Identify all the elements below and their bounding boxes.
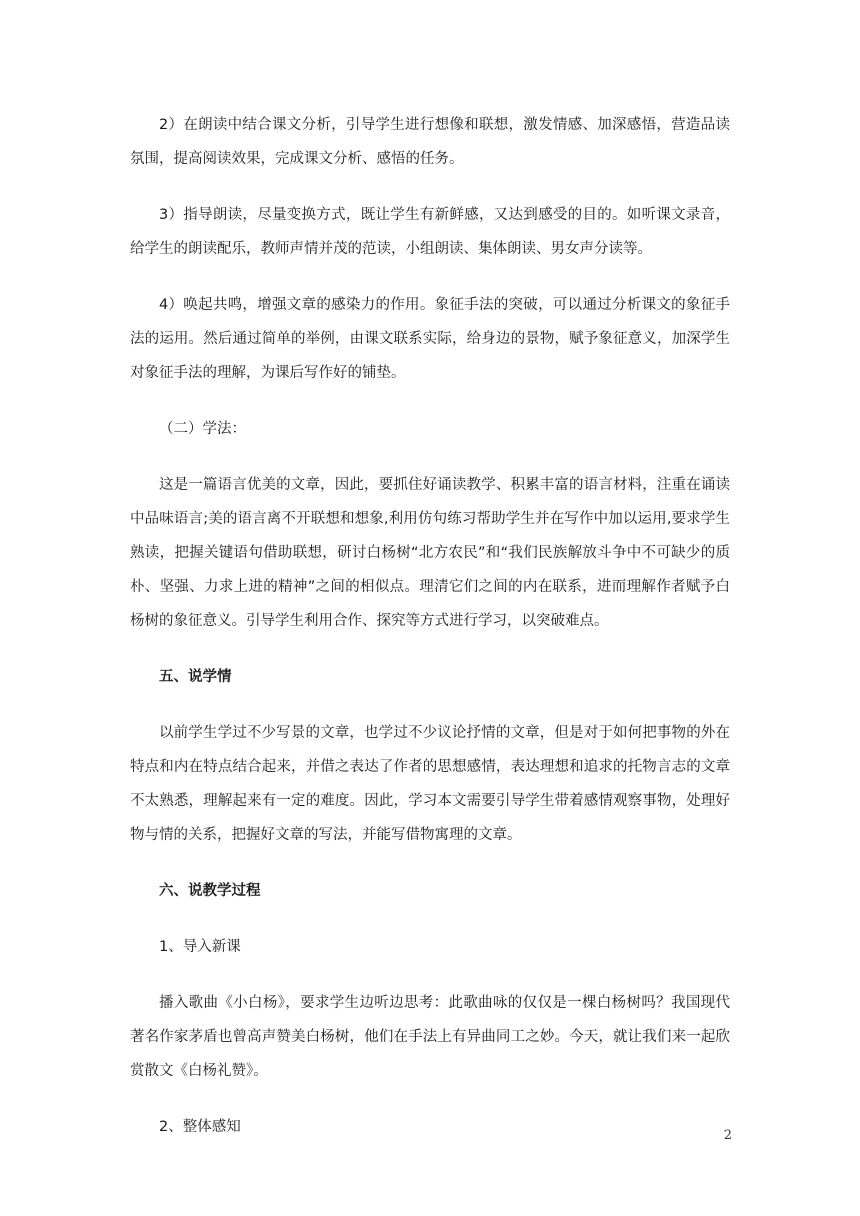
subheading-introduction: 1、导入新课 <box>159 939 241 955</box>
heading-learning-method: （二）学法： <box>159 421 246 437</box>
page-number: 2 <box>723 1128 732 1143</box>
page-content <box>130 108 730 1166</box>
paragraph-resonance: 4）唤起共鸣，增强文章的感染力的作用。象征手法的突破，可以通过分析课文的象征手法的运用。然后通过简单的举例，由课文联系实际，给身边的景物，赋予象征意义，加深学生对象征手法的理解，为课后写作好的铺垫。 <box>130 297 730 381</box>
paragraph-guided-reading: 3）指导朗读，尽量变换方式，既让学生有新鲜感，又达到感受的目的。如听课文录音，给学生的朗读配乐，教师声情并茂的范读，小组朗读、集体朗读、男女声分读等。 <box>130 207 730 257</box>
paragraph-introduction: 播入歌曲《小白杨》，要求学生边听边思考：此歌曲咏的仅仅是一棵白杨树吗？我国现代著名作家茅盾也曾高声赞美白杨树，他们在手法上有异曲同工之妙。今天，就让我们来一起欣赏散文《白杨礼赞》。 <box>130 995 730 1079</box>
heading-teaching-process: 六、说教学过程 <box>159 883 261 899</box>
paragraph-reading-analysis: 2）在朗读中结合课文分析，引导学生进行想像和联想，激发情感、加深感悟，营造品读氛围，提高阅读效果，完成课文分析、感悟的任务。 <box>130 117 730 167</box>
heading-student-situation: 五、说学情 <box>159 669 232 685</box>
subheading-overall-perception: 2、整体感知 <box>159 1119 241 1135</box>
paragraph-learning-method: 这是一篇语言优美的文章，因此，要抓住好诵读教学、积累丰富的语言材料，注重在诵读中品味语言;美的语言离不开联想和想象,利用仿句练习帮助学生并在写作中加以运用,要求学生熟读，把握关键语句借助联想，研讨白杨树“北方农民”和“我们民族解放斗争中不可缺少的质朴、坚强、力求上进的精神”之间的相似点。理清它们之间的内在联系，进而理解作者赋予白杨树的象征意义。引导学生利用合作、探究等方式进行学习，以突破难点。 <box>130 477 730 629</box>
paragraph-student-situation: 以前学生学过不少写景的文章，也学过不少议论抒情的文章，但是对于如何把事物的外在特点和内在特点结合起来，并借之表达了作者的思想感情，表达理想和追求的托物言志的文章不太熟悉，理解起来有一定的难度。因此，学习本文需要引导学生带着感情观察事物，处理好物与情的关系，把握好文章的写法，并能写借物寓理的文章。 <box>130 725 730 843</box>
